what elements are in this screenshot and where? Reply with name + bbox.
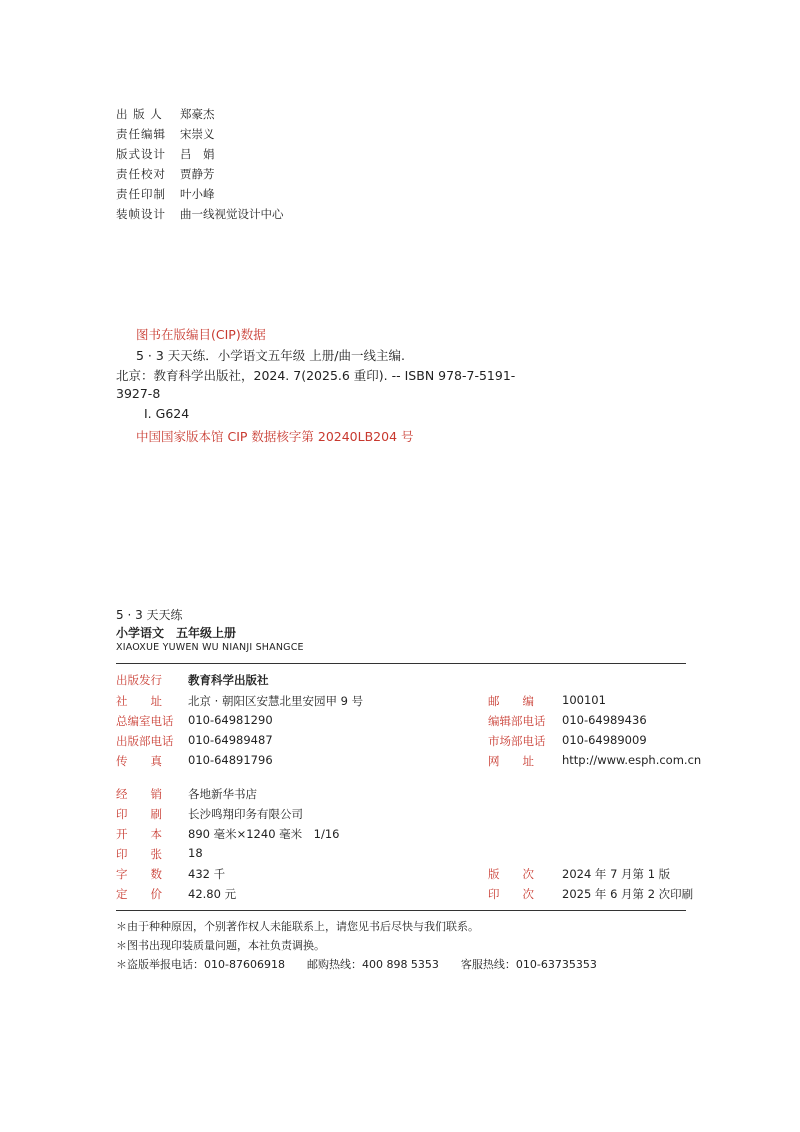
info-label: 开 本 <box>116 827 162 841</box>
credit-row <box>116 106 284 122</box>
info-label: 字 数 <box>116 867 162 881</box>
note: ＊盗版举报电话：010-87606918 邮购热线：400 898 5353 客服热线：010-63735353 <box>116 958 597 971</box>
info-value: 010-64989436 <box>562 713 647 727</box>
credit-value: 吕 娟 <box>180 147 215 161</box>
credit-label: 装帧设计 <box>116 207 166 221</box>
credit-value: 叶小峰 <box>180 187 215 201</box>
info-value: 100101 <box>562 693 606 707</box>
cip-heading: 图书在版编目(CIP)数据 <box>136 327 266 342</box>
credit-value: 贾静芳 <box>180 167 215 181</box>
info-value: 北京 · 朝阳区安慧北里安园甲 9 号 <box>188 694 364 708</box>
publisher-info <box>116 672 702 772</box>
info-label: 定 价 <box>116 887 162 901</box>
info-label: 出版部电话 <box>116 734 174 748</box>
info-value: 2024 年 7 月第 1 版 <box>562 867 671 881</box>
info-label: 传 真 <box>116 754 162 768</box>
cip-line: 中国国家版本馆 CIP 数据核字第 20240LB204 号 <box>136 429 414 444</box>
info-value: 18 <box>188 846 203 860</box>
book-title: 小学语文 五年级上册 <box>116 626 237 640</box>
info-value: 教育科学出版社 <box>188 673 269 687</box>
cip-line: 北京：教育科学出版社，2024. 7(2025.6 重印). -- ISBN 978-7-5191- <box>116 368 516 383</box>
info-label: 社 址 <box>116 694 162 708</box>
info-value: 2025 年 6 月第 2 次印刷 <box>562 887 694 901</box>
info-label: 印 刷 <box>116 807 162 821</box>
series-name: 5 · 3 天天练 <box>116 608 183 622</box>
credit-label: 责任校对 <box>116 167 166 181</box>
info-value: 010-64989487 <box>188 733 273 747</box>
credit-row <box>116 206 284 222</box>
print-info <box>116 786 694 906</box>
info-value: 010-64989009 <box>562 733 647 747</box>
info-label: 邮 编 <box>488 694 534 708</box>
credit-row <box>116 186 284 202</box>
info-label: 印 张 <box>116 847 162 861</box>
cip-line: 5 · 3 天天练．小学语文五年级 上册/曲一线主编. <box>136 348 405 363</box>
note: ＊由于种种原因，个别著作权人未能联系上，请您见书后尽快与我们联系。 <box>116 920 479 933</box>
info-label: 编辑部电话 <box>488 714 546 728</box>
credit-label: 出 版 人 <box>116 107 163 121</box>
credit-value: 宋崇义 <box>180 127 215 141</box>
staff-credits <box>116 106 284 222</box>
note: ＊图书出现印装质量问题，本社负责调换。 <box>116 939 325 952</box>
divider <box>116 910 686 911</box>
info-label: 总编室电话 <box>116 714 174 728</box>
info-label: 经 销 <box>116 787 162 801</box>
divider <box>116 663 686 664</box>
info-label: 印 次 <box>488 887 534 901</box>
credit-label: 版式设计 <box>116 147 166 161</box>
info-value: 432 千 <box>188 867 226 881</box>
info-value: 010-64981290 <box>188 713 273 727</box>
info-label: 网 址 <box>488 754 534 768</box>
info-value: 42.80 元 <box>188 887 237 901</box>
credit-row <box>116 126 284 142</box>
info-label: 出版发行 <box>116 673 162 687</box>
credit-row <box>116 146 284 162</box>
info-value: 长沙鸣翔印务有限公司 <box>188 807 303 821</box>
credit-label: 责任编辑 <box>116 127 166 141</box>
credit-row <box>116 166 284 182</box>
info-value: 010-64891796 <box>188 753 273 767</box>
credit-value: 曲一线视觉设计中心 <box>180 207 284 221</box>
info-value: 各地新华书店 <box>188 787 257 801</box>
info-label: 市场部电话 <box>488 734 546 748</box>
cip-line: 3927-8 <box>116 386 161 401</box>
info-label: 版 次 <box>488 867 534 881</box>
book-title-pinyin: XIAOXUE YUWEN WU NIANJI SHANGCE <box>116 642 304 653</box>
info-value: 890 毫米×1240 毫米 1/16 <box>188 827 340 841</box>
cip-line: Ⅰ. G624 <box>144 406 190 421</box>
credit-label: 责任印制 <box>116 187 166 201</box>
info-value: http://www.esph.com.cn <box>562 753 702 767</box>
credit-value: 郑豪杰 <box>180 107 215 121</box>
